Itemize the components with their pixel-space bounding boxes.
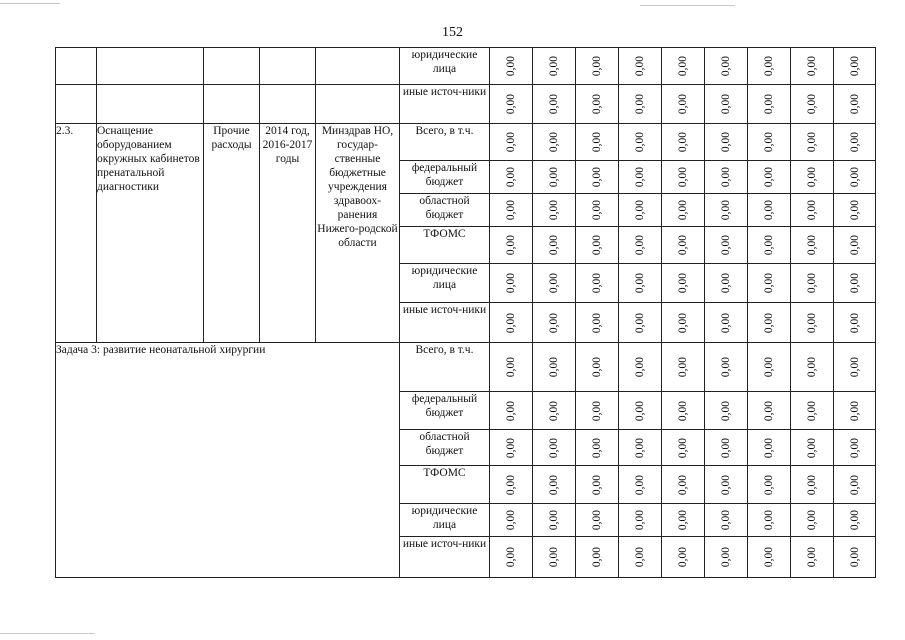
amount-cell bbox=[619, 124, 662, 161]
amount-cell bbox=[748, 48, 791, 85]
amount-cell bbox=[619, 343, 662, 392]
amount-cell bbox=[705, 194, 748, 227]
amount-value: 0,00 bbox=[719, 509, 732, 531]
amount-value: 0,00 bbox=[762, 55, 775, 77]
funding-source-cell: Всего, в т.ч. bbox=[400, 343, 490, 392]
amount-value: 0,00 bbox=[762, 131, 775, 153]
amount-value: 0,00 bbox=[762, 546, 775, 568]
amount-cell bbox=[576, 161, 619, 194]
funding-source-cell: областной бюджет bbox=[400, 430, 490, 466]
amount-value: 0,00 bbox=[590, 131, 603, 153]
amount-cell bbox=[748, 392, 791, 430]
amount-cell bbox=[576, 430, 619, 466]
amount-cell bbox=[748, 430, 791, 466]
amount-value: 0,00 bbox=[590, 199, 603, 221]
amount-value: 0,00 bbox=[547, 93, 560, 115]
scan-line-top-left bbox=[0, 3, 60, 4]
amount-cell bbox=[576, 303, 619, 343]
amount-value: 0,00 bbox=[762, 437, 775, 458]
amount-cell bbox=[576, 227, 619, 264]
amount-cell bbox=[533, 85, 576, 124]
amount-value: 0,00 bbox=[762, 272, 775, 294]
amount-cell bbox=[533, 194, 576, 227]
amount-value: 0,00 bbox=[590, 312, 603, 333]
amount-value: 0,00 bbox=[590, 546, 603, 568]
amount-value: 0,00 bbox=[504, 131, 517, 153]
amount-value: 0,00 bbox=[719, 437, 732, 458]
amount-value: 0,00 bbox=[719, 546, 732, 568]
amount-cell bbox=[662, 303, 705, 343]
table-row bbox=[56, 85, 876, 124]
amount-cell bbox=[791, 343, 834, 392]
amount-value: 0,00 bbox=[504, 272, 517, 294]
amount-cell bbox=[576, 504, 619, 537]
amount-value: 0,00 bbox=[805, 199, 818, 221]
amount-cell bbox=[705, 161, 748, 194]
amount-value: 0,00 bbox=[719, 272, 732, 294]
empty-number-cell bbox=[56, 85, 97, 124]
amount-cell bbox=[791, 48, 834, 85]
amount-value: 0,00 bbox=[848, 474, 861, 495]
amount-value: 0,00 bbox=[547, 272, 560, 294]
amount-value: 0,00 bbox=[719, 131, 732, 153]
amount-value: 0,00 bbox=[762, 234, 775, 256]
amount-cell bbox=[834, 264, 876, 303]
amount-cell bbox=[662, 48, 705, 85]
amount-cell bbox=[619, 194, 662, 227]
amount-cell bbox=[490, 227, 533, 264]
amount-value: 0,00 bbox=[848, 234, 861, 256]
amount-cell bbox=[748, 85, 791, 124]
amount-cell bbox=[834, 504, 876, 537]
amount-value: 0,00 bbox=[805, 131, 818, 153]
amount-value: 0,00 bbox=[676, 199, 689, 221]
amount-value: 0,00 bbox=[805, 474, 818, 495]
amount-cell bbox=[490, 85, 533, 124]
amount-cell bbox=[834, 194, 876, 227]
amount-cell bbox=[490, 343, 533, 392]
amount-value: 0,00 bbox=[676, 55, 689, 77]
amount-cell bbox=[748, 264, 791, 303]
amount-cell bbox=[705, 303, 748, 343]
amount-value: 0,00 bbox=[547, 131, 560, 153]
amount-cell bbox=[705, 537, 748, 578]
amount-cell bbox=[662, 392, 705, 430]
amount-cell bbox=[834, 392, 876, 430]
amount-value: 0,00 bbox=[633, 400, 646, 421]
amount-cell bbox=[834, 227, 876, 264]
funding-source-cell: иные источ-ники bbox=[400, 537, 490, 578]
amount-cell bbox=[705, 343, 748, 392]
amount-cell bbox=[619, 392, 662, 430]
amount-cell bbox=[662, 227, 705, 264]
amount-value: 0,00 bbox=[633, 166, 646, 188]
amount-value: 0,00 bbox=[805, 356, 818, 378]
table-row bbox=[56, 48, 876, 85]
amount-value: 0,00 bbox=[676, 93, 689, 115]
amount-value: 0,00 bbox=[633, 437, 646, 458]
amount-cell bbox=[619, 227, 662, 264]
amount-value: 0,00 bbox=[590, 509, 603, 531]
amount-value: 0,00 bbox=[848, 509, 861, 531]
amount-value: 0,00 bbox=[547, 437, 560, 458]
amount-value: 0,00 bbox=[805, 437, 818, 458]
amount-value: 0,00 bbox=[633, 272, 646, 294]
amount-cell bbox=[748, 466, 791, 504]
amount-cell bbox=[490, 504, 533, 537]
amount-cell bbox=[834, 124, 876, 161]
amount-value: 0,00 bbox=[848, 400, 861, 421]
empty-period-cell bbox=[260, 48, 316, 85]
amount-value: 0,00 bbox=[848, 312, 861, 333]
amount-value: 0,00 bbox=[676, 509, 689, 531]
amount-value: 0,00 bbox=[633, 312, 646, 333]
amount-value: 0,00 bbox=[504, 400, 517, 421]
amount-cell bbox=[490, 537, 533, 578]
item-number: 2.3. bbox=[56, 124, 97, 343]
funding-source-cell: ТФОМС bbox=[400, 227, 490, 264]
amount-cell bbox=[490, 430, 533, 466]
amount-value: 0,00 bbox=[848, 55, 861, 77]
amount-value: 0,00 bbox=[590, 474, 603, 495]
empty-number-cell bbox=[56, 48, 97, 85]
amount-value: 0,00 bbox=[547, 312, 560, 333]
amount-value: 0,00 bbox=[848, 93, 861, 115]
amount-value: 0,00 bbox=[633, 93, 646, 115]
amount-cell bbox=[619, 48, 662, 85]
amount-value: 0,00 bbox=[676, 166, 689, 188]
funding-source-cell: областной бюджет bbox=[400, 194, 490, 227]
amount-cell bbox=[705, 430, 748, 466]
implementation-period: 2014 год, 2016-2017 годы bbox=[260, 124, 316, 343]
amount-cell bbox=[748, 227, 791, 264]
amount-cell bbox=[834, 466, 876, 504]
amount-value: 0,00 bbox=[848, 437, 861, 458]
amount-cell bbox=[619, 537, 662, 578]
amount-cell bbox=[533, 124, 576, 161]
amount-value: 0,00 bbox=[590, 234, 603, 256]
amount-cell bbox=[834, 343, 876, 392]
amount-cell bbox=[619, 466, 662, 504]
amount-value: 0,00 bbox=[633, 474, 646, 495]
amount-cell bbox=[748, 343, 791, 392]
amount-cell bbox=[662, 85, 705, 124]
amount-cell bbox=[834, 537, 876, 578]
amount-value: 0,00 bbox=[805, 546, 818, 568]
amount-cell bbox=[619, 85, 662, 124]
amount-cell bbox=[533, 48, 576, 85]
amount-cell bbox=[576, 264, 619, 303]
amount-value: 0,00 bbox=[504, 166, 517, 188]
amount-value: 0,00 bbox=[547, 509, 560, 531]
amount-cell bbox=[834, 303, 876, 343]
empty-expense-cell bbox=[204, 85, 260, 124]
amount-cell bbox=[791, 504, 834, 537]
amount-cell bbox=[533, 303, 576, 343]
amount-value: 0,00 bbox=[805, 166, 818, 188]
amount-cell bbox=[748, 303, 791, 343]
amount-value: 0,00 bbox=[805, 312, 818, 333]
amount-cell bbox=[748, 124, 791, 161]
amount-cell bbox=[533, 504, 576, 537]
amount-value: 0,00 bbox=[504, 312, 517, 333]
amount-value: 0,00 bbox=[633, 199, 646, 221]
amount-value: 0,00 bbox=[719, 55, 732, 77]
expense-type: Прочие расходы bbox=[204, 124, 260, 343]
amount-value: 0,00 bbox=[504, 437, 517, 458]
funding-source-cell: иные источ-ники bbox=[400, 303, 490, 343]
item-name: Оснащение оборудованием окружных кабинетов пренатальной диагностики bbox=[97, 124, 204, 343]
amount-cell bbox=[576, 124, 619, 161]
funding-source-cell: юридические лица bbox=[400, 504, 490, 537]
amount-value: 0,00 bbox=[719, 166, 732, 188]
amount-cell bbox=[490, 466, 533, 504]
empty-expense-cell bbox=[204, 48, 260, 85]
amount-value: 0,00 bbox=[547, 199, 560, 221]
page-number: 152 bbox=[442, 25, 463, 40]
amount-cell bbox=[791, 161, 834, 194]
table-row bbox=[56, 343, 876, 392]
amount-value: 0,00 bbox=[547, 166, 560, 188]
amount-value: 0,00 bbox=[676, 234, 689, 256]
amount-value: 0,00 bbox=[719, 400, 732, 421]
amount-cell bbox=[533, 466, 576, 504]
funding-source-cell: юридические лица bbox=[400, 48, 490, 85]
amount-value: 0,00 bbox=[762, 166, 775, 188]
amount-cell bbox=[490, 264, 533, 303]
amount-value: 0,00 bbox=[762, 400, 775, 421]
amount-value: 0,00 bbox=[805, 234, 818, 256]
amount-value: 0,00 bbox=[504, 93, 517, 115]
amount-value: 0,00 bbox=[848, 546, 861, 568]
amount-value: 0,00 bbox=[633, 55, 646, 77]
amount-cell bbox=[576, 343, 619, 392]
amount-cell bbox=[748, 161, 791, 194]
amount-cell bbox=[705, 392, 748, 430]
amount-cell bbox=[576, 392, 619, 430]
amount-cell bbox=[533, 392, 576, 430]
amount-cell bbox=[705, 85, 748, 124]
amount-value: 0,00 bbox=[805, 509, 818, 531]
amount-cell bbox=[662, 537, 705, 578]
amount-value: 0,00 bbox=[504, 234, 517, 256]
amount-value: 0,00 bbox=[504, 509, 517, 531]
amount-cell bbox=[662, 430, 705, 466]
amount-value: 0,00 bbox=[805, 55, 818, 77]
amount-value: 0,00 bbox=[676, 131, 689, 153]
amount-cell bbox=[576, 466, 619, 504]
amount-value: 0,00 bbox=[504, 199, 517, 221]
amount-cell bbox=[619, 430, 662, 466]
amount-cell bbox=[834, 430, 876, 466]
amount-cell bbox=[662, 466, 705, 504]
empty-executor-cell bbox=[316, 85, 400, 124]
amount-cell bbox=[490, 48, 533, 85]
amount-value: 0,00 bbox=[762, 356, 775, 378]
amount-cell bbox=[791, 430, 834, 466]
amount-value: 0,00 bbox=[762, 199, 775, 221]
amount-value: 0,00 bbox=[590, 55, 603, 77]
amount-cell bbox=[576, 537, 619, 578]
table-row bbox=[56, 124, 876, 161]
amount-cell bbox=[791, 124, 834, 161]
funding-source-cell: ТФОМС bbox=[400, 466, 490, 504]
amount-value: 0,00 bbox=[719, 312, 732, 333]
amount-value: 0,00 bbox=[762, 93, 775, 115]
amount-cell bbox=[533, 430, 576, 466]
amount-value: 0,00 bbox=[633, 356, 646, 378]
amount-value: 0,00 bbox=[504, 546, 517, 568]
amount-value: 0,00 bbox=[848, 131, 861, 153]
amount-cell bbox=[662, 124, 705, 161]
amount-cell bbox=[533, 161, 576, 194]
amount-cell bbox=[705, 466, 748, 504]
amount-cell bbox=[748, 194, 791, 227]
amount-cell bbox=[533, 343, 576, 392]
amount-value: 0,00 bbox=[848, 272, 861, 294]
amount-value: 0,00 bbox=[547, 474, 560, 495]
amount-value: 0,00 bbox=[805, 93, 818, 115]
amount-cell bbox=[791, 303, 834, 343]
amount-value: 0,00 bbox=[547, 546, 560, 568]
amount-value: 0,00 bbox=[719, 356, 732, 378]
amount-cell bbox=[834, 161, 876, 194]
amount-value: 0,00 bbox=[805, 272, 818, 294]
scan-line-bottom-left bbox=[0, 633, 95, 634]
scan-line-top-right bbox=[640, 5, 735, 6]
empty-executor-cell bbox=[316, 48, 400, 85]
amount-value: 0,00 bbox=[762, 509, 775, 531]
amount-cell bbox=[791, 227, 834, 264]
amount-value: 0,00 bbox=[590, 356, 603, 378]
amount-cell bbox=[619, 504, 662, 537]
amount-value: 0,00 bbox=[504, 474, 517, 495]
empty-period-cell bbox=[260, 85, 316, 124]
amount-cell bbox=[705, 264, 748, 303]
funding-source-cell: Всего, в т.ч. bbox=[400, 124, 490, 161]
amount-value: 0,00 bbox=[590, 400, 603, 421]
amount-value: 0,00 bbox=[719, 474, 732, 495]
amount-value: 0,00 bbox=[547, 55, 560, 77]
amount-value: 0,00 bbox=[719, 199, 732, 221]
amount-value: 0,00 bbox=[547, 400, 560, 421]
amount-cell bbox=[748, 537, 791, 578]
amount-value: 0,00 bbox=[504, 356, 517, 378]
amount-value: 0,00 bbox=[633, 131, 646, 153]
amount-value: 0,00 bbox=[676, 356, 689, 378]
amount-cell bbox=[791, 537, 834, 578]
amount-value: 0,00 bbox=[762, 474, 775, 495]
empty-name-cell bbox=[97, 85, 204, 124]
amount-cell bbox=[490, 194, 533, 227]
amount-cell bbox=[662, 343, 705, 392]
amount-cell bbox=[576, 194, 619, 227]
amount-value: 0,00 bbox=[676, 312, 689, 333]
amount-cell bbox=[791, 85, 834, 124]
amount-value: 0,00 bbox=[762, 312, 775, 333]
amount-value: 0,00 bbox=[848, 356, 861, 378]
amount-cell bbox=[791, 264, 834, 303]
amount-cell bbox=[705, 124, 748, 161]
amount-cell bbox=[662, 504, 705, 537]
amount-cell bbox=[576, 48, 619, 85]
amount-cell bbox=[834, 48, 876, 85]
amount-cell bbox=[533, 537, 576, 578]
amount-value: 0,00 bbox=[719, 93, 732, 115]
amount-cell bbox=[490, 303, 533, 343]
amount-cell bbox=[490, 161, 533, 194]
amount-value: 0,00 bbox=[676, 474, 689, 495]
amount-cell bbox=[619, 264, 662, 303]
empty-name-cell bbox=[97, 48, 204, 85]
amount-value: 0,00 bbox=[676, 546, 689, 568]
amount-value: 0,00 bbox=[848, 166, 861, 188]
amount-value: 0,00 bbox=[504, 55, 517, 77]
amount-value: 0,00 bbox=[590, 272, 603, 294]
amount-value: 0,00 bbox=[633, 509, 646, 531]
funding-table bbox=[55, 47, 876, 578]
amount-value: 0,00 bbox=[633, 546, 646, 568]
amount-value: 0,00 bbox=[805, 400, 818, 421]
amount-cell bbox=[533, 227, 576, 264]
funding-table-body bbox=[56, 48, 876, 578]
amount-cell bbox=[490, 392, 533, 430]
funding-source-cell: иные источ-ники bbox=[400, 85, 490, 124]
amount-cell bbox=[705, 504, 748, 537]
task-title: Задача 3: развитие неонатальной хирургии bbox=[56, 343, 400, 578]
executor: Минздрав НО, государ-ственные бюджетные учреждения здравоох-ранения Нижего-родской области bbox=[316, 124, 400, 343]
amount-value: 0,00 bbox=[590, 437, 603, 458]
amount-cell bbox=[576, 85, 619, 124]
amount-cell bbox=[705, 227, 748, 264]
amount-cell bbox=[662, 264, 705, 303]
amount-cell bbox=[748, 504, 791, 537]
amount-value: 0,00 bbox=[676, 400, 689, 421]
amount-value: 0,00 bbox=[547, 234, 560, 256]
amount-cell bbox=[791, 466, 834, 504]
funding-source-cell: федеральный бюджет bbox=[400, 392, 490, 430]
amount-cell bbox=[705, 48, 748, 85]
amount-value: 0,00 bbox=[848, 199, 861, 221]
amount-cell bbox=[791, 392, 834, 430]
amount-value: 0,00 bbox=[633, 234, 646, 256]
funding-source-cell: юридические лица bbox=[400, 264, 490, 303]
amount-value: 0,00 bbox=[590, 166, 603, 188]
amount-value: 0,00 bbox=[547, 356, 560, 378]
amount-cell bbox=[791, 194, 834, 227]
amount-cell bbox=[834, 85, 876, 124]
amount-value: 0,00 bbox=[590, 93, 603, 115]
amount-cell bbox=[533, 264, 576, 303]
amount-cell bbox=[662, 194, 705, 227]
amount-cell bbox=[619, 303, 662, 343]
funding-source-cell: федеральный бюджет bbox=[400, 161, 490, 194]
amount-cell bbox=[662, 161, 705, 194]
amount-cell bbox=[619, 161, 662, 194]
amount-cell bbox=[490, 124, 533, 161]
amount-value: 0,00 bbox=[676, 437, 689, 458]
amount-value: 0,00 bbox=[719, 234, 732, 256]
amount-value: 0,00 bbox=[676, 272, 689, 294]
